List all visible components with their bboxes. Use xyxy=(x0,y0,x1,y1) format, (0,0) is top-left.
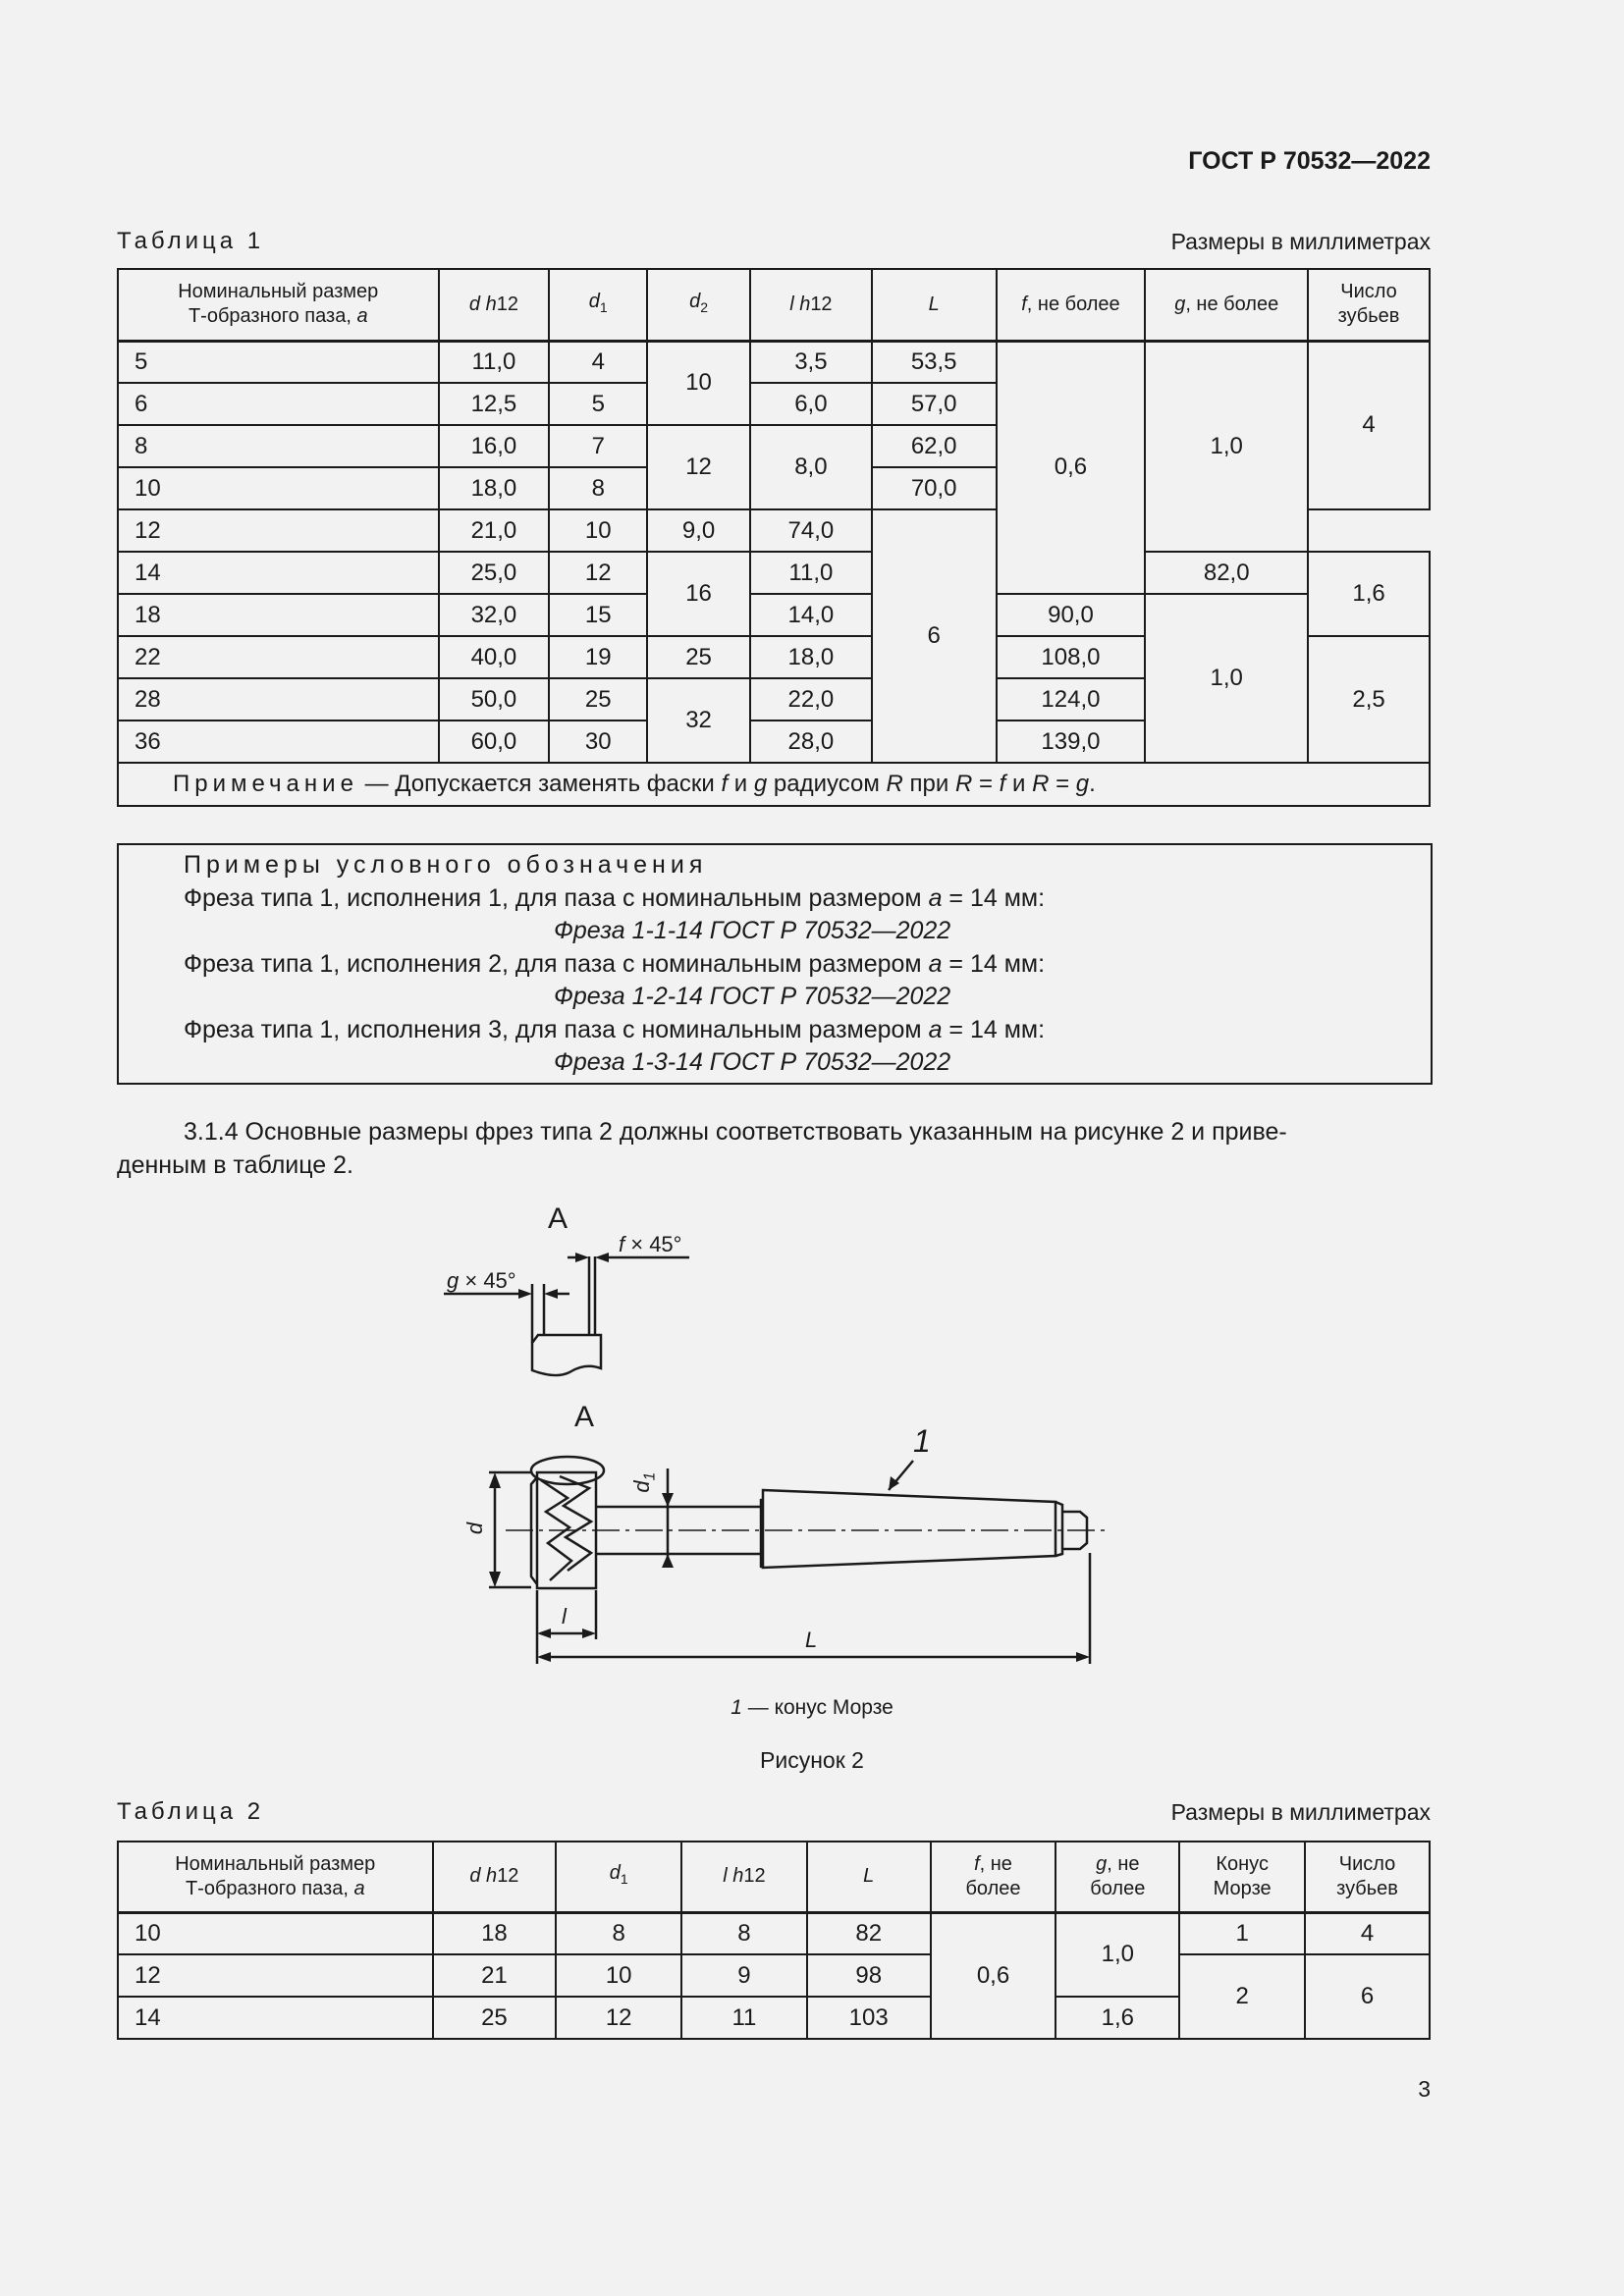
table2-header-f: f, не более xyxy=(931,1842,1056,1912)
table-row: 8 16,0 7 12 8,0 62,0 xyxy=(118,425,1430,467)
table2-header-row xyxy=(118,1842,1430,1912)
chamfer-f-label: f × 45° xyxy=(619,1232,682,1256)
table2-header-a: Номинальный размер Т-образного паза, a xyxy=(118,1842,433,1912)
table1-header-L: L xyxy=(872,269,997,341)
detail-label-a: A xyxy=(548,1202,568,1235)
table1-caption: Таблица 1 xyxy=(117,228,265,254)
figure-caption: Рисунок 2 xyxy=(760,1747,864,1773)
callout-1: 1 xyxy=(913,1423,931,1459)
document-code: ГОСТ Р 70532—2022 xyxy=(1188,147,1431,175)
table2-header-cone: Конус Морзе xyxy=(1179,1842,1305,1912)
table-row: 6 12,5 5 6,0 57,0 xyxy=(118,383,1430,425)
example-3-designation: Фреза 1-3-14 ГОСТ Р 70532—2022 xyxy=(554,1048,951,1076)
example-2-text: Фреза типа 1, исполнения 2, для паза с номинальным размером a = 14 мм: xyxy=(184,950,1046,978)
table2-header-L: L xyxy=(807,1842,931,1912)
example-1-text: Фреза типа 1, исполнения 1, для паза с номинальным размером a = 14 мм: xyxy=(184,884,1046,912)
table1-header-d1: $d_1$ xyxy=(549,269,647,341)
paragraph-line-2: денным в таблице 2. xyxy=(117,1151,353,1179)
table2-header-z: Число зубьев xyxy=(1305,1842,1430,1912)
dim-l-label: l xyxy=(562,1604,567,1629)
table-row: 5 11,0 4 10 3,5 53,5 0,6 1,0 4 xyxy=(118,341,1430,383)
examples-title: Примеры условного обозначения xyxy=(184,851,708,879)
table-row: 12 21 10 9 98 2 6 xyxy=(118,1954,1430,1997)
table1-header-z: Число зубьев xyxy=(1308,269,1430,341)
dim-d-label: d xyxy=(462,1522,488,1535)
table-row: 12 21,0 10 9,0 74,0 6 xyxy=(118,509,1430,552)
table2-header-d1: $d_1$ xyxy=(556,1842,681,1912)
table-row: 36 60,0 30 28,0 139,0 xyxy=(118,721,1430,763)
table2-header-l: l h12 xyxy=(681,1842,807,1912)
view-label-a: A xyxy=(574,1401,595,1433)
dim-L-label: L xyxy=(805,1628,818,1652)
table1-header-d: d h12 xyxy=(439,269,550,341)
chamfer-g-label: g × 45° xyxy=(447,1268,516,1293)
table-row: 10 18 8 8 82 0,6 1,0 1 4 xyxy=(118,1912,1430,1954)
table1-header-g: g, не более xyxy=(1145,269,1308,341)
example-1-designation: Фреза 1-1-14 ГОСТ Р 70532—2022 xyxy=(554,917,951,944)
table1-header-a: Номинальный размер Т-образного паза, a xyxy=(118,269,439,341)
example-2-designation: Фреза 1-2-14 ГОСТ Р 70532—2022 xyxy=(554,983,951,1010)
page-number: 3 xyxy=(1418,2076,1431,2102)
table-row: 10 18,0 8 70,0 xyxy=(118,467,1430,509)
note-text: — Допускается заменять фаски f и g радиусом R при R = f и R = g. xyxy=(364,771,1096,797)
figure-legend: 1 — конус Морзе xyxy=(731,1696,893,1719)
note-label: Примечание xyxy=(173,771,358,797)
example-3-text: Фреза типа 1, исполнения 3, для паза с номинальным размером a = 14 мм: xyxy=(184,1016,1046,1043)
table2-units: Размеры в миллиметрах xyxy=(1170,1799,1431,1825)
table-row: 14 25,0 12 16 11,0 82,0 1,6 xyxy=(118,552,1430,594)
table2-header-d: d h12 xyxy=(433,1842,557,1912)
paragraph-line-1: 3.1.4 Основные размеры фрез типа 2 должны соответствовать указанным на рисунке 2 и приве- xyxy=(184,1118,1287,1146)
dim-d1-label: $d_1$ xyxy=(629,1471,659,1493)
table2-caption: Таблица 2 xyxy=(117,1798,265,1825)
table-row: 28 50,0 25 32 22,0 124,0 xyxy=(118,678,1430,721)
table-row: 18 32,0 15 14,0 90,0 1,0 xyxy=(118,594,1430,636)
table2 xyxy=(117,1841,1431,2040)
table1-header-d2: $d_2$ xyxy=(647,269,750,341)
table2-header-g: g, не более xyxy=(1056,1842,1179,1912)
table1-units: Размеры в миллиметрах xyxy=(1170,229,1431,254)
table-row: 14 25 12 11 103 1,6 xyxy=(118,1997,1430,2039)
table-row: 22 40,0 19 25 18,0 108,0 2,5 xyxy=(118,636,1430,678)
table1-header-f: f, не более xyxy=(997,269,1146,341)
table1-header-l: l h12 xyxy=(750,269,872,341)
